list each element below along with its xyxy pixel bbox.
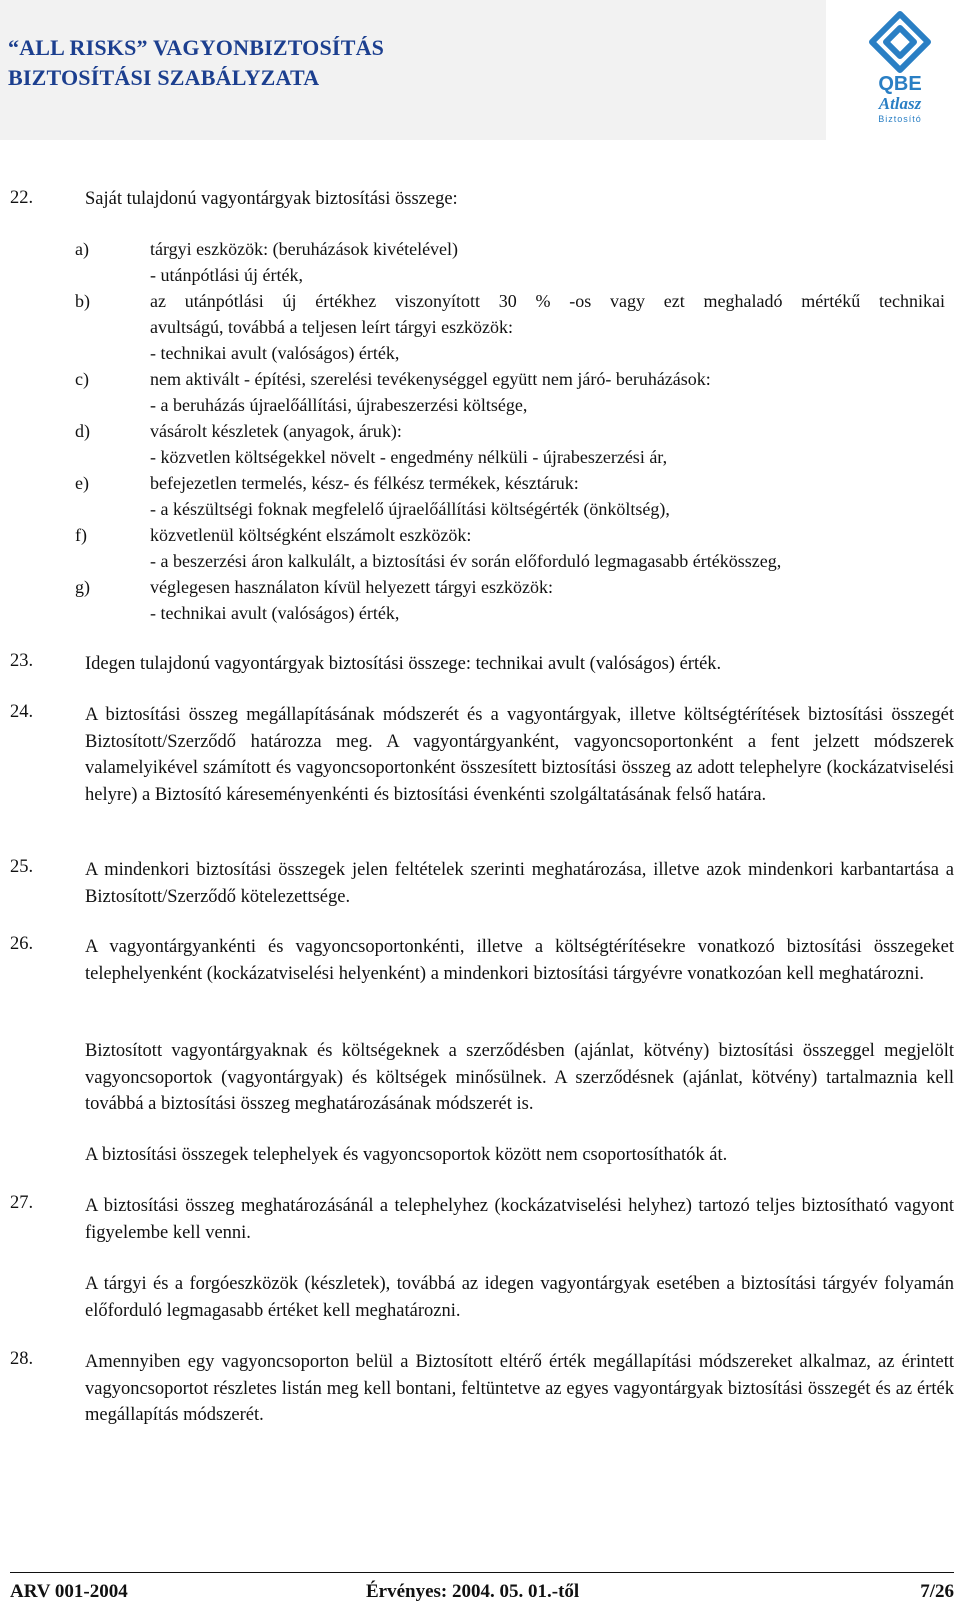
document-title xyxy=(8,33,384,93)
logo-biztosito-text: Biztosító xyxy=(878,114,922,124)
section-27-paragraph-2-wrap xyxy=(10,1271,954,1331)
section-number: 28. xyxy=(10,1349,34,1369)
section-paragraph-1: A biztosítási összeg meghatározásánál a telephelyhez (kockázatviselési helyhez) tartozó teljes biztosítható vagyont figyelembe kell venni. xyxy=(85,1196,954,1243)
qbe-atlasz-logo xyxy=(864,8,936,126)
logo-atlasz-text: Atlasz xyxy=(878,94,922,113)
section-26 xyxy=(10,934,954,1020)
list-letter: c) xyxy=(75,369,89,389)
list-line: - utánpótlási új érték, xyxy=(150,265,303,285)
list-line: - a beszerzési áron kalkulált, a biztosítási év során előforduló legmagasabb értékösszeg, xyxy=(150,551,782,571)
section-text: Idegen tulajdonú vagyontárgyak biztosítási összege: technikai avult (valóságos) érték. xyxy=(85,654,722,674)
document-title-line-1: “ALL RISKS” VAGYONBIZTOSÍTÁS xyxy=(8,35,385,60)
list-line: - technikai avult (valóságos) érték, xyxy=(150,343,400,363)
section-number: 22. xyxy=(10,188,34,208)
list-line: - technikai avult (valóságos) érték, xyxy=(150,603,400,623)
section-26-paragraph-2-wrap xyxy=(10,1038,954,1124)
section-number: 24. xyxy=(10,702,34,722)
list-line: közvetlenül költségként elszámolt eszközök: xyxy=(150,525,472,545)
list-line: vásárolt készletek (anyagok, áruk): xyxy=(150,421,402,441)
section-number: 26. xyxy=(10,934,34,954)
list-line: avultságú, továbbá a teljesen leírt tárgyi eszközök: xyxy=(150,317,514,337)
section-25 xyxy=(10,857,954,917)
list-letter: d) xyxy=(75,421,90,441)
section-28 xyxy=(10,1349,954,1435)
list-line: - közvetlen költségekkel növelt - engedmény nélküli - újrabeszerzési ár, xyxy=(150,447,668,467)
section-22-sum xyxy=(10,188,954,218)
list-line: - a készültségi foknak megfelelő újraelőállítási költségérték (önköltség), xyxy=(150,499,670,519)
section-title: Saját tulajdonú vagyontárgyak biztosítási összege: xyxy=(85,189,458,209)
list-line: tárgyi eszközök: (beruházások kivételével) xyxy=(150,239,459,259)
footer-doc-code: ARV 001-2004 xyxy=(10,1581,128,1602)
footer-page-number: 7/26 xyxy=(920,1581,954,1602)
section-number: 23. xyxy=(10,651,34,671)
section-27 xyxy=(10,1193,954,1253)
section-paragraph-2: Biztosított vagyontárgyaknak és költségeknek a szerződésben (ajánlat, kötvény) biztosítási összeggel megjelölt vagyoncsoportok (vagyontárgyak) és költségek minősülnek. A szerződésnek (ajánlat, kötvény) tartalmaznia kell továbbá a biztosítási összeg meghatározásának módszerét is. xyxy=(85,1041,954,1114)
logo-qbe-text: QBE xyxy=(878,73,922,95)
list-line: véglegesen használaton kívül helyezett tárgyi eszközök: xyxy=(150,577,554,597)
section-paragraph-1: A vagyontárgyankénti és vagyoncsoportonkénti, illetve a költségtérítésekre vonatkozó biztosítási összegeket telephelyenként (kockázatviselési helyenként) a mindenkori biztosítási tárgyévre vonatkozóan kell meghatározni. xyxy=(85,937,954,984)
section-paragraph-3: A biztosítási összegek telephelyek és vagyoncsoportok között nem csoportosíthatók át. xyxy=(85,1145,728,1165)
section-text: A biztosítási összeg megállapításának módszerét és a vagyontárgyak, illetve költségtérítések biztosítási összegét Biztosított/Szerződő határozza meg. A vagyontárgyanként, vagyoncsoportonként a fent jelzett módszerek valamelyikével számított és vagyoncsoportonként összesített biztosítási összeg az adott telephelyre (kockázatviselési helyre) a Biztosító káreseményenkénti és biztosítási évenkénti szolgáltatásának felső határa. xyxy=(85,705,954,805)
section-number: 27. xyxy=(10,1193,34,1213)
section-paragraph-2: A tárgyi és a forgóeszközök (készletek), továbbá az idegen vagyontárgyak esetében a biztosítási tárgyév folyamán előforduló legmagasabb értéket kell meghatározni. xyxy=(85,1274,954,1321)
list-letter: e) xyxy=(75,473,89,493)
section-text: A mindenkori biztosítási összegek jelen feltételek szerinti meghatározása, illetve azok mindenkori karbantartása a Biztosított/Szerződő kötelezettsége. xyxy=(85,860,954,907)
section-number: 25. xyxy=(10,857,34,877)
document-title-line-2: BIZTOSÍTÁSI SZABÁLYZATA xyxy=(8,65,320,90)
section-26-paragraph-3-wrap xyxy=(10,1142,954,1172)
qbe-emblem-icon xyxy=(872,14,928,70)
section-23 xyxy=(10,651,954,681)
list-line: az utánpótlási új értékhez viszonyított 30 % -os vagy ezt meghaladó mértékű technikai xyxy=(150,291,945,311)
list-letter: g) xyxy=(75,577,90,597)
header-band xyxy=(0,0,826,140)
list-line: nem aktivált - építési, szerelési tevékenységgel együtt nem járó- beruházások: xyxy=(150,369,711,389)
page-footer xyxy=(10,1572,954,1613)
section-24 xyxy=(10,702,954,842)
list-line: befejezetlen termelés, kész- és félkész termékek, késztáruk: xyxy=(150,473,579,493)
section-text: Amennyiben egy vagyoncsoporton belül a Biztosított eltérő érték megállapítási módszereket alkalmaz, az érintett vagyoncsoportot részletes listán meg kell bontani, feltüntetve az egyes vagyontárgyak biztosítási összegét és az érték megállapítás módszerét. xyxy=(85,1352,954,1425)
list-line: - a beruházás újraelőállítási, újrabeszerzési költsége, xyxy=(150,395,528,415)
footer-valid-from: Érvényes: 2004. 05. 01.-től xyxy=(366,1581,580,1602)
list-letter: a) xyxy=(75,239,89,259)
list-letter: f) xyxy=(75,525,87,545)
list-letter: b) xyxy=(75,291,90,311)
